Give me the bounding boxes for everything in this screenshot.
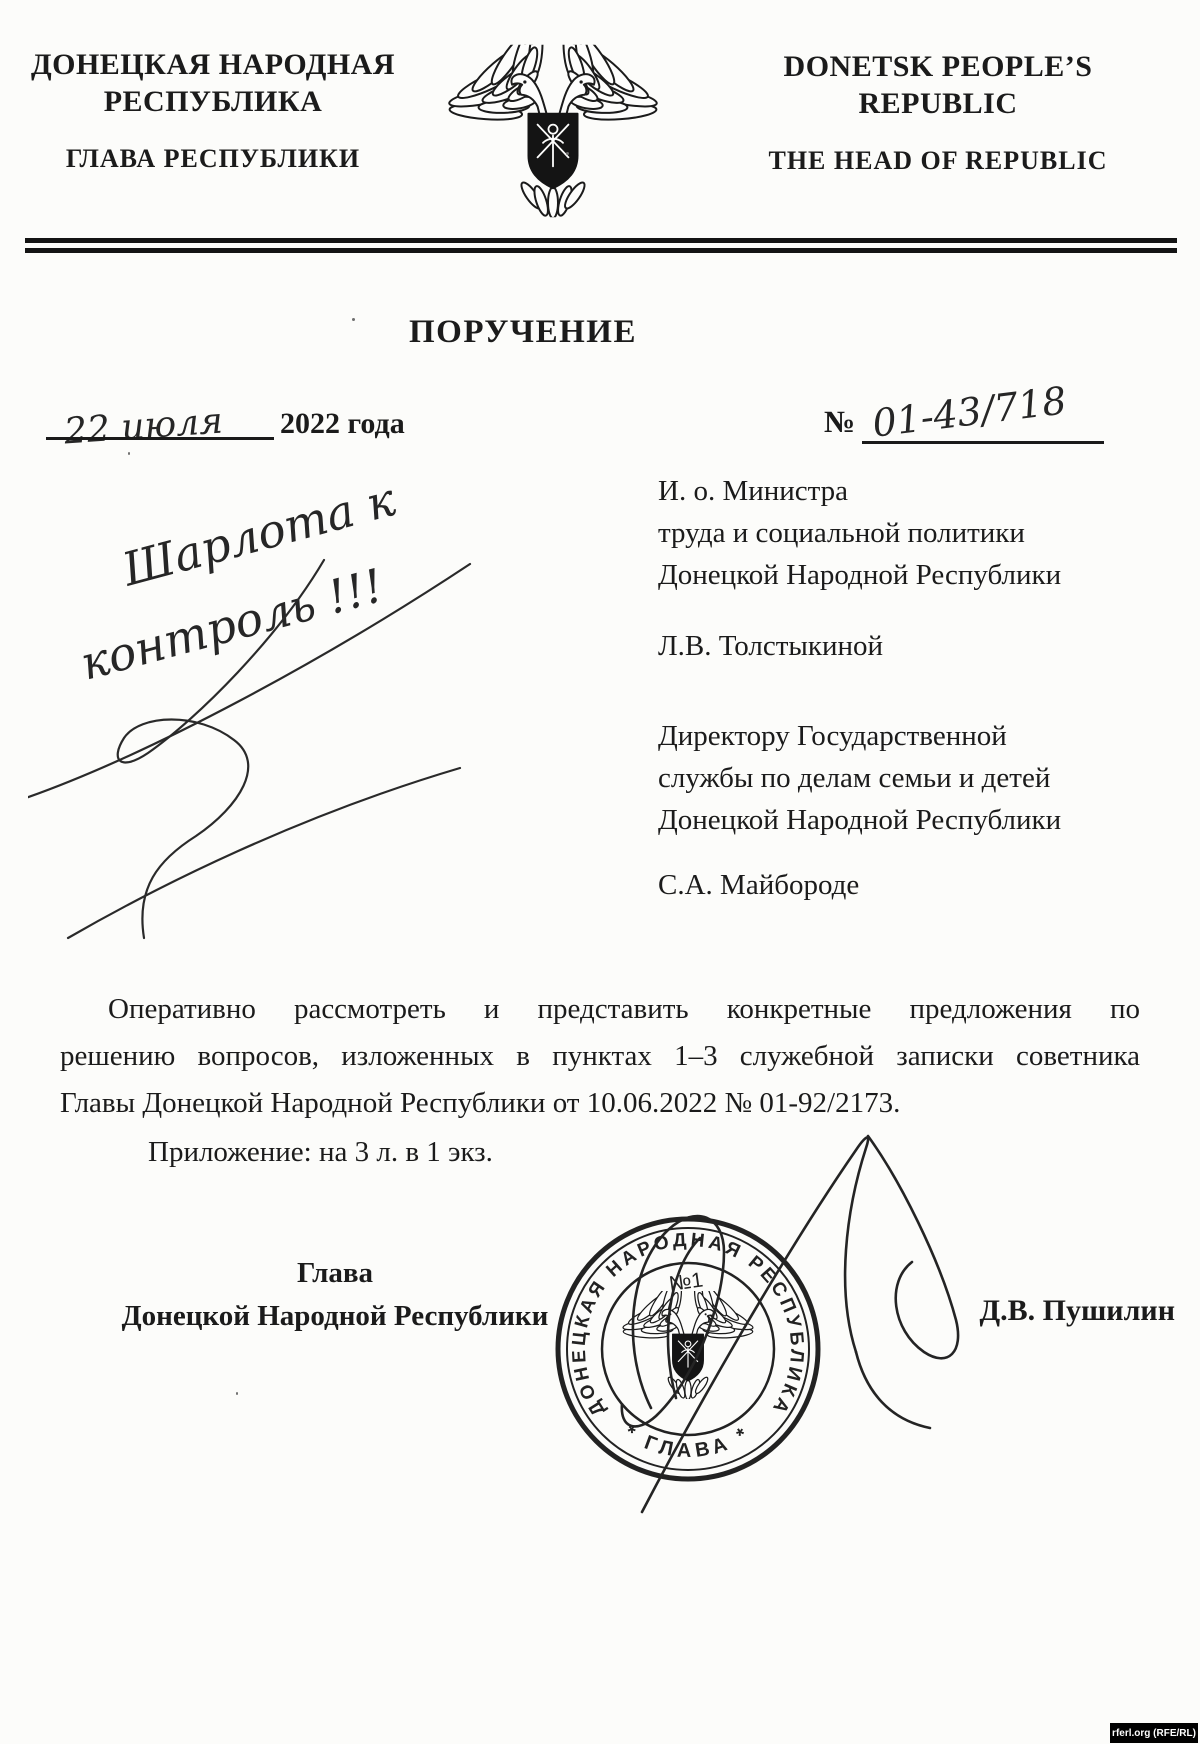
org-name-en-line2: REPUBLIC — [858, 87, 1018, 120]
addressee-line: службы по делам семьи и детей — [658, 762, 1051, 794]
handwritten-note-line2: контроль !!! — [74, 558, 389, 691]
seal-center-number: №1 — [667, 1268, 705, 1296]
scan-speck — [352, 318, 355, 321]
signer-title-line1: Глава — [296, 1257, 374, 1289]
year-label: 2022 года — [280, 407, 405, 440]
addressee-1 — [658, 470, 1128, 596]
document-title: ПОРУЧЕНИЕ — [409, 314, 637, 350]
addressee-1-name — [658, 625, 1128, 667]
source-watermark: rferl.org (RFE/RL) — [1110, 1723, 1198, 1743]
letterhead-en — [706, 48, 1170, 176]
seal-ring-text: ДОНЕЦКАЯ НАРОДНАЯ РЕСПУБЛИКА — [568, 1229, 808, 1420]
handwritten-number: 01-43/718 — [870, 378, 1069, 446]
addressee-line: Директору Государственной — [658, 720, 1007, 752]
signer-title — [70, 1252, 600, 1338]
handwritten-note — [28, 468, 498, 968]
addressee-line: Донецкой Народной Республики — [658, 804, 1062, 836]
addressee-line: И. о. Министра — [658, 475, 849, 507]
addressee-line: С.А. Майбороде — [658, 869, 860, 901]
number-sign: № — [824, 404, 856, 439]
addressee-block — [658, 470, 1128, 906]
dept-name-en: THE HEAD OF REPUBLIC — [768, 146, 1108, 175]
addressee-line: Л.В. Толстыкиной — [658, 630, 884, 662]
body-line: Оперативно рассмотреть и представить конкретные предложения по — [108, 993, 1140, 1025]
header-double-rule — [25, 238, 1177, 253]
signer-title-line2: Донецкой Народной Республики — [121, 1300, 549, 1332]
addressee-2 — [658, 715, 1128, 841]
addressee-line: Донецкой Народной Республики — [658, 559, 1062, 591]
pen-signature — [540, 1080, 990, 1550]
scan-speck — [566, 152, 569, 155]
dept-name-ru: ГЛАВА РЕСПУБЛИКИ — [65, 144, 361, 173]
org-name-ru-line2: РЕСПУБЛИКА — [103, 85, 323, 118]
org-name-ru-line1: ДОНЕЦКАЯ НАРОДНАЯ — [30, 48, 396, 81]
coat-of-arms-eagle-icon — [435, 44, 671, 218]
handwritten-date: 22 июля — [62, 400, 225, 453]
body-line: Главы Донецкой Народной Республики от 10.06.2022 № 01-92/2173. — [60, 1087, 901, 1119]
date-underline — [46, 437, 274, 440]
signer-name: Д.В. Пушилин — [979, 1294, 1175, 1327]
letterhead-ru — [10, 46, 416, 174]
body-line: решению вопросов, изложенных в пунктах 1–3 служебной записки советника — [60, 1040, 1140, 1072]
attachment-line: Приложение: на 3 л. в 1 экз. — [148, 1136, 493, 1168]
handwritten-note-line1: Шарлота к — [116, 472, 401, 597]
scan-speck — [236, 1392, 238, 1395]
scan-speck — [128, 452, 130, 455]
org-name-en-line1: DONETSK PEOPLE’S — [783, 50, 1093, 83]
addressee-2-name — [658, 864, 1128, 906]
addressee-line: труда и социальной политики — [658, 517, 1025, 549]
seal-bottom-text: * ГЛАВА * — [620, 1421, 756, 1463]
